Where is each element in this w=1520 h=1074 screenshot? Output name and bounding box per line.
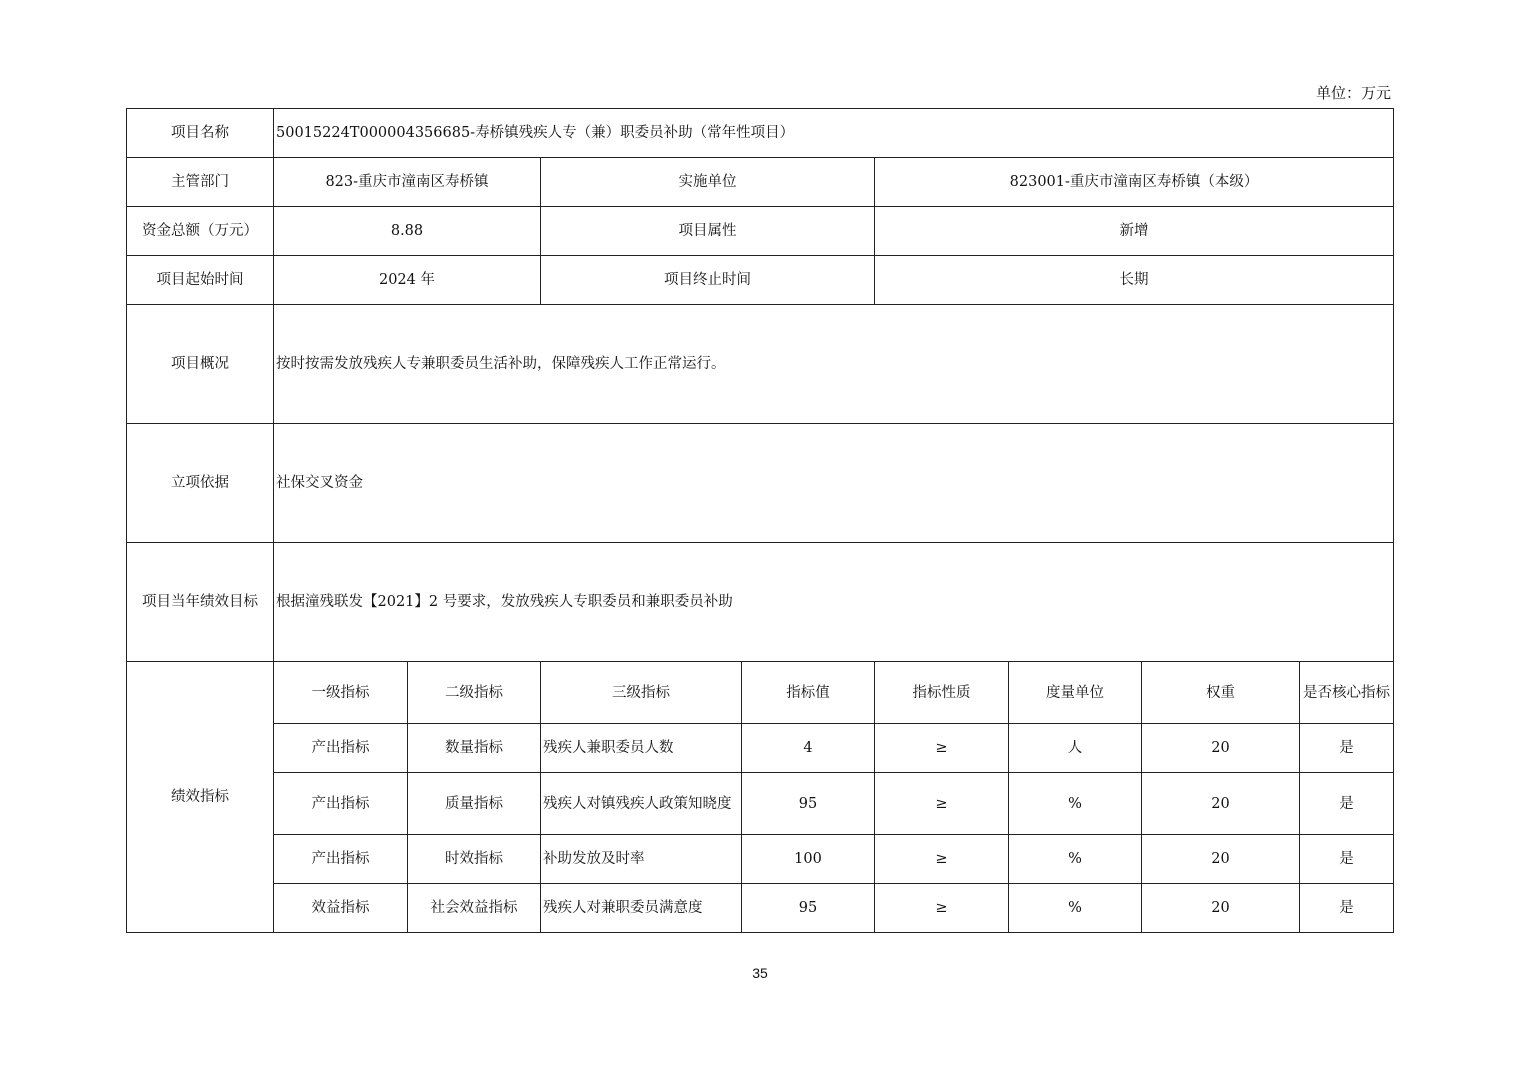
indicator-unit: % [1009,773,1142,835]
indicator-core: 是 [1300,773,1394,835]
row-goal [127,543,1394,662]
row-project-name [127,109,1394,158]
header-level2: 二级指标 [408,662,541,724]
indicator-nature: ≥ [875,835,1009,884]
row-basis [127,424,1394,543]
indicator-value: 95 [742,884,875,933]
indicator-level1: 产出指标 [274,835,408,884]
header-unit: 度量单位 [1009,662,1142,724]
indicator-weight: 20 [1142,884,1300,933]
indicator-row [127,724,1394,773]
indicator-unit: % [1009,884,1142,933]
funds-label: 资金总额（万元） [127,207,274,256]
indicator-row [127,884,1394,933]
funds-value: 8.88 [274,207,541,256]
indicator-level3: 残疾人兼职委员人数 [541,724,742,773]
overview-label: 项目概况 [127,305,274,424]
indicator-level2: 数量指标 [408,724,541,773]
impl-unit-label: 实施单位 [541,158,875,207]
indicator-nature: ≥ [875,884,1009,933]
indicator-level1: 产出指标 [274,773,408,835]
indicator-header-row [127,662,1394,724]
indicator-level2: 质量指标 [408,773,541,835]
indicator-nature: ≥ [875,724,1009,773]
row-overview [127,305,1394,424]
indicator-nature: ≥ [875,773,1009,835]
header-level3: 三级指标 [541,662,742,724]
indicator-row [127,835,1394,884]
row-funds [127,207,1394,256]
basis-value: 社保交叉资金 [274,424,1394,543]
indicator-level2: 时效指标 [408,835,541,884]
header-value: 指标值 [742,662,875,724]
end-time-value: 长期 [875,256,1394,305]
indicator-core: 是 [1300,835,1394,884]
department-value: 823-重庆市潼南区寿桥镇 [274,158,541,207]
indicator-core: 是 [1300,884,1394,933]
goal-value: 根据潼残联发【2021】2 号要求，发放残疾人专职委员和兼职委员补助 [274,543,1394,662]
goal-label: 项目当年绩效目标 [127,543,274,662]
header-level1: 一级指标 [274,662,408,724]
project-performance-table [126,108,1394,933]
department-label: 主管部门 [127,158,274,207]
indicators-label: 绩效指标 [127,662,274,933]
indicator-level3: 残疾人对兼职委员满意度 [541,884,742,933]
indicator-unit: % [1009,835,1142,884]
header-weight: 权重 [1142,662,1300,724]
row-time [127,256,1394,305]
indicator-value: 100 [742,835,875,884]
indicator-weight: 20 [1142,773,1300,835]
project-attr-value: 新增 [875,207,1394,256]
indicator-level1: 效益指标 [274,884,408,933]
indicator-level1: 产出指标 [274,724,408,773]
indicator-row [127,773,1394,835]
indicator-level3: 补助发放及时率 [541,835,742,884]
start-time-value: 2024 年 [274,256,541,305]
impl-unit-value: 823001-重庆市潼南区寿桥镇（本级） [875,158,1394,207]
indicator-core: 是 [1300,724,1394,773]
overview-value: 按时按需发放残疾人专兼职委员生活补助，保障残疾人工作正常运行。 [274,305,1394,424]
header-core: 是否核心指标 [1300,662,1394,724]
indicator-weight: 20 [1142,835,1300,884]
header-nature: 指标性质 [875,662,1009,724]
indicator-value: 4 [742,724,875,773]
page-number: 35 [752,965,768,981]
unit-label: 单位：万元 [1315,84,1391,102]
start-time-label: 项目起始时间 [127,256,274,305]
indicator-value: 95 [742,773,875,835]
row-department [127,158,1394,207]
indicator-weight: 20 [1142,724,1300,773]
indicator-unit: 人 [1009,724,1142,773]
end-time-label: 项目终止时间 [541,256,875,305]
project-name-value: 50015224T000004356685-寿桥镇残疾人专（兼）职委员补助（常年性项目） [274,109,1394,158]
basis-label: 立项依据 [127,424,274,543]
project-attr-label: 项目属性 [541,207,875,256]
indicator-level3: 残疾人对镇残疾人政策知晓度 [541,773,742,835]
project-name-label: 项目名称 [127,109,274,158]
indicator-level2: 社会效益指标 [408,884,541,933]
